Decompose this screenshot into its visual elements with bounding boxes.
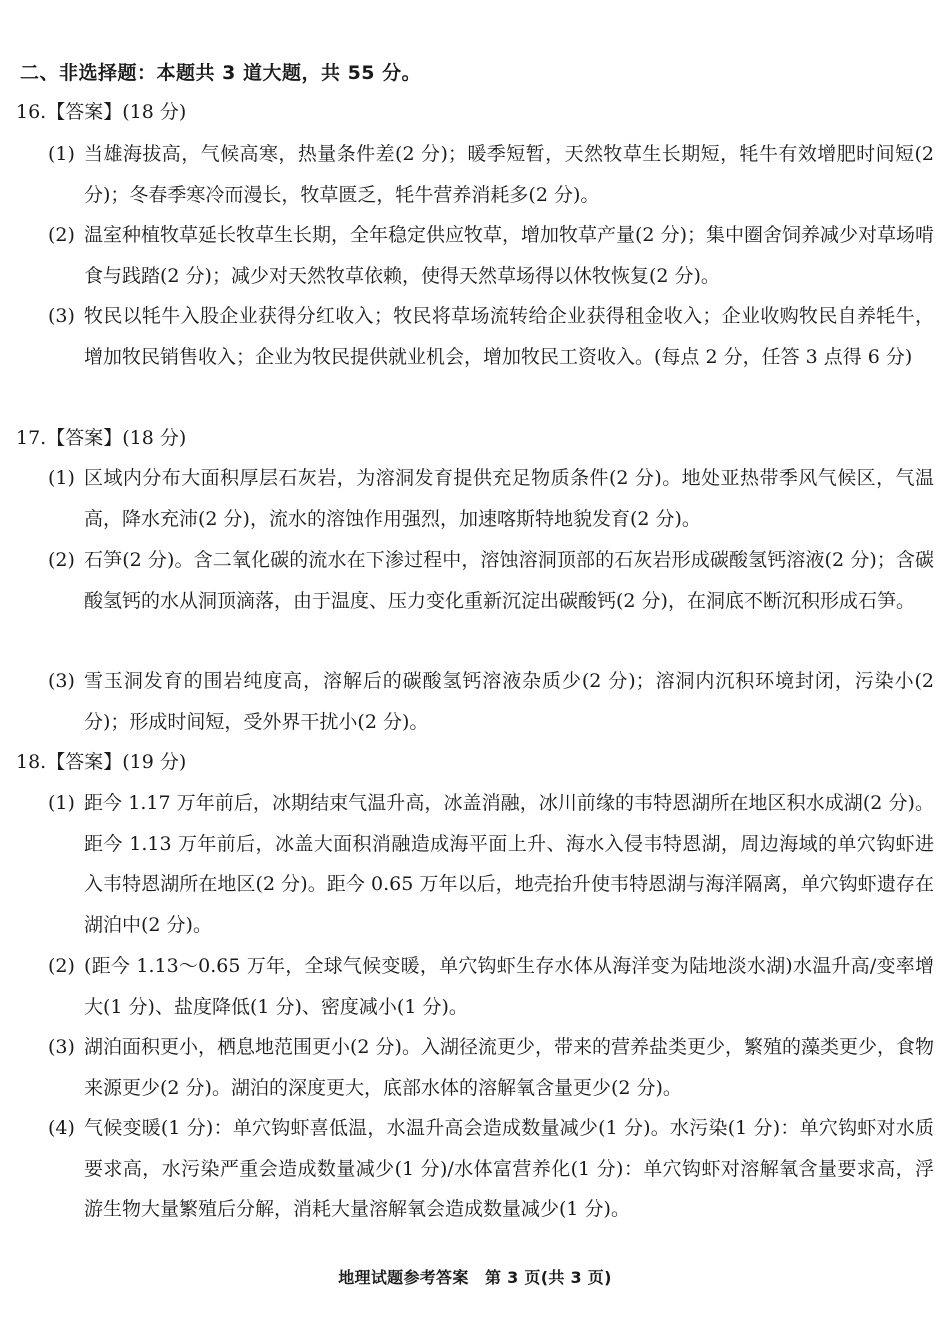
question-17-header: 17.【答案】(18 分)	[16, 427, 187, 449]
answer-text: (距今 1.13～0.65 万年，全球气候变暖，单穴钩虾生存水体从海洋变为陆地淡水湖)水温升高/变率增大(1 分)、盐度降低(1 分)、密度减小(1 分)。	[84, 955, 934, 1018]
question-16-answer-3	[48, 296, 934, 377]
question-17-answer-3	[48, 661, 934, 742]
question-18-answer-1	[48, 783, 934, 945]
answer-number: (2)	[48, 549, 75, 571]
answer-number: (3)	[48, 1036, 75, 1058]
answer-text: 区域内分布大面积厚层石灰岩，为溶洞发育提供充足物质条件(2 分)。地处亚热带季风气候区，气温高，降水充沛(2 分)，流水的溶蚀作用强烈，加速喀斯特地貌发育(2 分)。	[84, 467, 934, 530]
answer-text: 牧民以牦牛入股企业获得分红收入；牧民将草场流转给企业获得租金收入；企业收购牧民自养牦牛，增加牧民销售收入；企业为牧民提供就业机会，增加牧民工资收入。(每点 2 分，任答 3 点得 6 分)	[84, 305, 934, 368]
answer-number: (1)	[48, 467, 75, 489]
answer-text: 温室种植牧草延长牧草生长期，全年稳定供应牧草，增加牧草产量(2 分)；集中圈舍饲养减少对草场啃食与践踏(2 分)；减少对天然牧草依赖，使得天然草场得以休牧恢复(2 分)。	[84, 224, 934, 287]
question-18-answer-2	[48, 946, 934, 1027]
answer-text: 石笋(2 分)。含二氧化碳的流水在下渗过程中，溶蚀溶洞顶部的石灰岩形成碳酸氢钙溶液(2 分)；含碳酸氢钙的水从洞顶滴落，由于温度、压力变化重新沉淀出碳酸钙(2 分)，在洞底不断沉积形成石笋。	[84, 549, 934, 612]
question-16-header: 16.【答案】(18 分)	[16, 101, 187, 123]
question-17-answer-1	[48, 458, 934, 539]
answer-text: 雪玉洞发育的围岩纯度高，溶解后的碳酸氢钙溶液杂质少(2 分)；溶洞内沉积环境封闭，污染小(2 分)；形成时间短，受外界干扰小(2 分)。	[84, 670, 934, 733]
question-18-header: 18.【答案】(19 分)	[16, 751, 187, 773]
question-17-answer-2	[48, 540, 934, 621]
answer-number: (1)	[48, 143, 75, 165]
answer-text: 湖泊面积更小，栖息地范围更小(2 分)。入湖径流更少，带来的营养盐类更少，繁殖的藻类更少，食物来源更少(2 分)。湖泊的深度更大，底部水体的溶解氧含量更少(2 分)。	[84, 1036, 934, 1099]
section-title: 二、非选择题：本题共 3 道大题，共 55 分。	[20, 62, 422, 84]
answer-number: (3)	[48, 670, 75, 692]
answer-text: 当雄海拔高，气候高寒，热量条件差(2 分)；暖季短暂，天然牧草生长期短，牦牛有效增肥时间短(2 分)；冬春季寒冷而漫长，牧草匮乏，牦牛营养消耗多(2 分)。	[84, 143, 934, 206]
question-16-answer-2	[48, 215, 934, 296]
answer-text: 气候变暖(1 分)：单穴钩虾喜低温，水温升高会造成数量减少(1 分)。水污染(1 分)：单穴钩虾对水质要求高，水污染严重会造成数量减少(1 分)/水体富营养化(1 分)：单穴钩虾对溶解氧含量要求高，浮游生物大量繁殖后分解，消耗大量溶解氧会造成数量减少(1 分)。	[84, 1117, 934, 1221]
answer-number: (4)	[48, 1117, 75, 1139]
question-18-answer-4	[48, 1108, 934, 1230]
question-16-answer-1	[48, 134, 934, 215]
page-footer: 地理试题参考答案 第 3 页(共 3 页)	[338, 1268, 612, 1287]
answer-number: (2)	[48, 224, 75, 246]
answer-text: 距今 1.17 万年前后，冰期结束气温升高，冰盖消融，冰川前缘的韦特恩湖所在地区积水成湖(2 分)。距今 1.13 万年前后，冰盖大面积消融造成海平面上升、海水入侵韦特恩湖，周边海域的单穴钩虾进入韦特恩湖所在地区(2 分)。距今 0.65 万年以后，地壳抬升使韦特恩湖与海洋隔离，单穴钩虾遗存在湖泊中(2 分)。	[84, 792, 934, 936]
answer-number: (1)	[48, 792, 75, 814]
answer-number: (2)	[48, 955, 75, 977]
answer-number: (3)	[48, 305, 75, 327]
question-18-answer-3	[48, 1027, 934, 1108]
